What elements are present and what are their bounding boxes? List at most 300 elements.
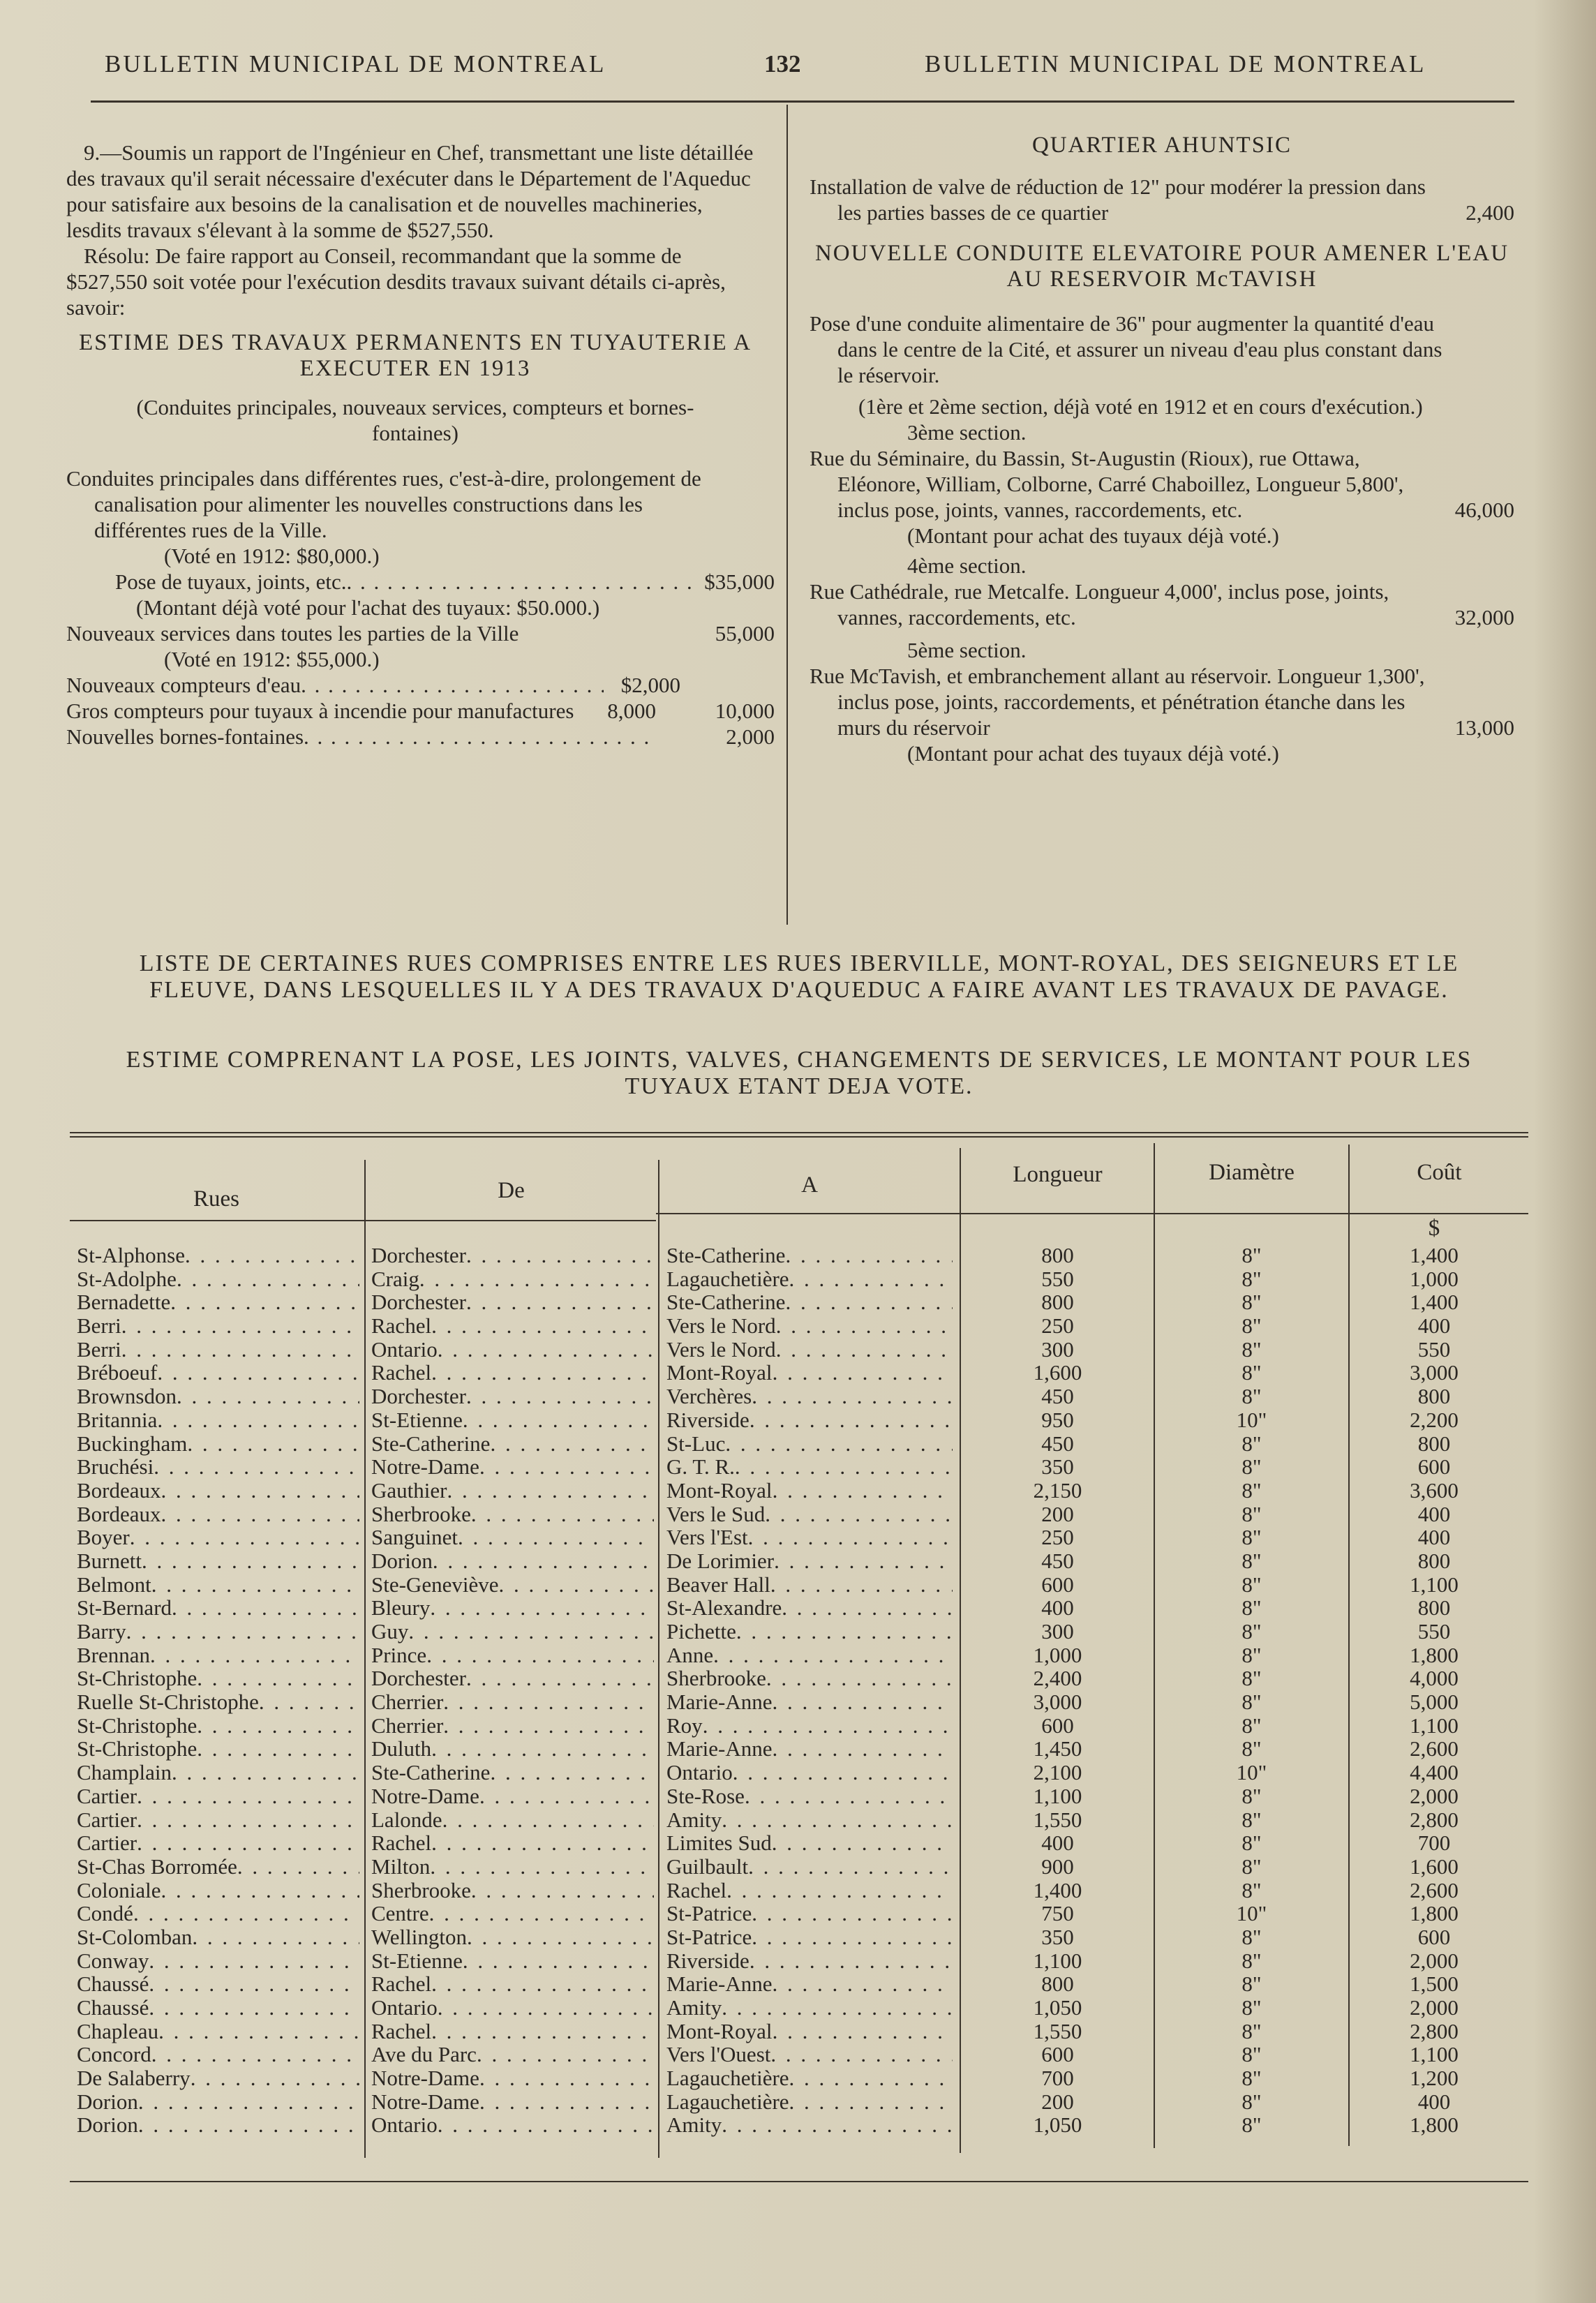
leader-dots [431,1361,654,1385]
cell-diametre: 8" [1241,1454,1262,1480]
leader-dots [177,1385,359,1408]
table-row [77,2090,359,2114]
leader-dots [773,1479,953,1503]
table-row [77,1290,359,1314]
column-divider-de [658,1160,659,2158]
cell-rue: Brownsdon [77,1384,177,1409]
leader-dots [748,1855,953,1879]
table-row [1350,2090,1518,2114]
cell-diametre: 8" [1241,1736,1262,1761]
table-row [371,1690,654,1714]
leader-dots [151,2043,359,2066]
table-row [1350,1690,1518,1714]
section-heading-estimate: ESTIME DES TRAVAUX PERMANENTS EN TUYAUTERIE A EXECUTER EN 1913 [79,330,752,381]
cell-diametre: 8" [1241,1877,1262,1902]
cell-rue: Condé [77,1901,133,1926]
table-row [371,1761,654,1784]
leader-dots [126,1620,359,1644]
leader-dots [774,1549,953,1573]
table-row [77,1902,359,1925]
cell-longueur: 900 [1041,1854,1074,1879]
leader-dots [776,1338,953,1362]
cell-rue: Cartier [77,1831,137,1856]
item-water-meters [66,672,680,698]
leader-dots [149,1949,359,1973]
cell-a: Anne [666,1642,714,1667]
table-row [1350,1385,1518,1408]
cell-diametre: 8" [1241,1595,1262,1620]
leader-dots [466,1290,654,1314]
table-row [962,1902,1154,1925]
table-row [962,1244,1154,1267]
section-5 [810,663,1514,740]
table-row [77,1479,359,1503]
leader-dots [466,1667,654,1690]
table-row [962,1831,1154,1855]
leader-dots [782,1596,953,1620]
column-rues [77,1244,359,2137]
table-row [1155,1996,1348,2020]
table-row [1350,1596,1518,1620]
cell-a: Pichette [666,1619,736,1644]
table-row [1350,1314,1518,1338]
section-4-amount: 32,000 [1454,605,1514,629]
cell-longueur: 450 [1041,1384,1074,1409]
cell-cout: 2,600 [1410,1736,1459,1761]
cell-de: Ave du Parc [371,2042,477,2067]
leader-dots [301,672,604,698]
cell-a: Vers le Sud [666,1501,766,1526]
cell-longueur: 1,550 [1033,1807,1082,1832]
cell-longueur: 1,000 [1033,1642,1082,1667]
cell-rue: Champlain [77,1760,172,1785]
leader-dots [172,1761,359,1784]
table-row [666,1667,953,1690]
cell-de: Dorchester [371,1384,466,1409]
table-row [666,2020,953,2043]
cell-a: Roy [666,1713,703,1738]
table-row [1155,1644,1348,1667]
leader-dots [776,1314,953,1338]
cell-rue: Belmont [77,1572,151,1597]
cell-rue: Berri [77,1336,121,1362]
table-row [1155,1808,1348,1832]
cell-diametre: 8" [1241,1290,1262,1315]
column-header-longueur: Longueur [1013,1162,1103,1187]
cell-longueur: 200 [1041,2089,1074,2114]
cell-a: Beaver Hall [666,1572,770,1597]
table-row [77,2113,359,2137]
header-left-title: BULLETIN MUNICIPAL DE MONTREAL [105,50,606,77]
table-row [1155,1784,1348,1808]
item-pipe-laying-note: (Montant déjà voté pour l'achat des tuyaux: $50.000.) [136,595,600,620]
leader-dots [752,1925,953,1949]
cell-rue: Chapleau [77,2018,159,2043]
table-row [666,1972,953,1996]
cell-longueur: 800 [1041,1290,1074,1315]
cell-a: Mont-Royal [666,2018,773,2043]
table-row [962,1290,1154,1314]
leader-dots [130,1526,359,1549]
table-row [962,1479,1154,1503]
table-row [77,1573,359,1597]
table-row [666,1808,953,1832]
table-row [1155,1290,1348,1314]
cell-cout: 400 [1417,2089,1451,2114]
cell-a: Mont-Royal [666,1477,773,1503]
column-header-a: A [801,1172,818,1198]
leader-dots [431,1831,654,1855]
table-row [77,1972,359,1996]
leader-dots [770,2043,953,2066]
cell-de: Lalonde [371,1807,442,1832]
cell-diametre: 8" [1241,1266,1262,1291]
cell-a: St-Alexandre [666,1595,782,1620]
leader-dots [443,1714,654,1738]
item-pipe-laying [66,569,775,595]
leader-dots [789,2090,953,2114]
table-row [371,1290,654,1314]
table-row [962,1526,1154,1549]
cell-longueur: 1,600 [1033,1360,1082,1385]
cell-de: Dorchester [371,1290,466,1315]
leader-dots [161,1503,359,1526]
leader-dots [138,2113,359,2137]
table-row [666,1761,953,1784]
cell-de: Prince [371,1642,427,1667]
leader-dots [477,2043,654,2066]
cell-de: Cherrier [371,1690,444,1715]
cell-de: Dorchester [371,1666,466,1691]
leader-dots [121,1314,359,1338]
table-row [77,1503,359,1526]
estimate-heading: ESTIME COMPRENANT LA POSE, LES JOINTS, VALVES, CHANGEMENTS DE SERVICES, LE MONTANT POUR LES TUYAUX ETANT DEJA VOTE. [126,1047,1472,1099]
table-row [666,1503,953,1526]
item-pipe-laying-amount: $35,000 [704,569,775,594]
item-large-meters-amount-2: 10,000 [715,699,775,723]
right-column [810,133,1514,766]
leader-dots [770,1573,953,1597]
table-row [1155,1620,1348,1644]
cell-longueur: 1,100 [1033,1783,1082,1808]
cell-cout: 550 [1417,1619,1451,1644]
cell-longueur: 350 [1041,1454,1074,1480]
table-row [962,1338,1154,1362]
table-row [1350,1808,1518,1832]
cell-longueur: 450 [1041,1431,1074,1456]
table-row [1155,1432,1348,1456]
table-row [1350,1855,1518,1879]
cell-a: Ontario [666,1760,733,1785]
leader-dots [157,1361,359,1385]
table-row [666,1784,953,1808]
table-row [1155,1855,1348,1879]
cell-a: Amity [666,1995,722,2020]
table-row [1155,1596,1348,1620]
leader-dots [745,1784,953,1808]
item-hydrants [66,724,775,750]
cell-a: St-Patrice [666,1901,752,1926]
table-row [666,1714,953,1738]
cell-a: Ste-Catherine [666,1290,786,1315]
leader-dots [726,1879,953,1902]
column-header-cout: Coût [1417,1160,1462,1185]
cell-cout: 400 [1417,1525,1451,1550]
table-row [1350,2020,1518,2043]
leader-dots [785,1290,953,1314]
cell-longueur: 800 [1041,1972,1074,1997]
leader-dots [438,1996,654,2020]
cell-diametre: 8" [1241,1477,1262,1503]
section-3-note: (Montant pour achat des tuyaux déjà voté.) [907,523,1279,548]
cell-rue: St-Christophe [77,1713,197,1738]
table-row [77,1925,359,1949]
cell-cout: 2,800 [1410,2018,1459,2043]
table-row [77,1784,359,1808]
table-row [666,1855,953,1879]
leader-dots [161,1479,359,1503]
table-row [371,1338,654,1362]
cell-de: Ontario [371,1336,438,1362]
table-row [962,1432,1154,1456]
item-conduit-text: Pose d'une conduite alimentaire de 36" pour augmenter la quantité d'eau dans le centre de la Cité, et assurer un niveau d'eau plus constant dans le réservoir. [810,311,1442,387]
cell-a: Riverside [666,1407,749,1432]
cell-cout: 1,100 [1410,1713,1459,1738]
leader-dots [187,1432,359,1456]
table-row [1155,2043,1348,2066]
item-large-meters-amount-1: 8,000 [607,699,656,723]
leader-dots [154,1455,359,1479]
table-row [962,1879,1154,1902]
table-row [1350,1290,1518,1314]
cell-a: Riverside [666,1948,749,1973]
table-row [666,1432,953,1456]
cell-longueur: 550 [1041,1266,1074,1291]
leader-dots [346,569,698,595]
cell-de: Rachel [371,1360,432,1385]
section-3-amount: 46,000 [1454,498,1514,522]
cell-de: Rachel [371,1313,432,1339]
table-row [962,1408,1154,1432]
cell-rue: Cartier [77,1783,137,1808]
leader-dots [197,1737,359,1761]
cell-de: Sanguinet [371,1525,458,1550]
cell-longueur: 600 [1041,1572,1074,1597]
table-row [77,1267,359,1291]
leader-dots [479,2066,654,2090]
cell-cout: 1,800 [1410,1901,1459,1926]
cell-a: Marie-Anne [666,1690,773,1715]
item-main-conduits-note: (Voté en 1912: $80,000.) [164,544,380,568]
cell-diametre: 8" [1241,1995,1262,2020]
cell-longueur: 1,050 [1033,2112,1082,2138]
cell-de: Rachel [371,2018,432,2043]
cell-longueur: 700 [1041,2066,1074,2091]
cell-rue: Dorion [77,2112,138,2138]
cell-rue: St-Adolphe [77,1266,177,1291]
table-row [371,1996,654,2020]
cell-cout: 2,600 [1410,1877,1459,1902]
table-row [666,1902,953,1925]
table-row [77,1949,359,1973]
table-row [77,1644,359,1667]
cell-de: Craig [371,1266,419,1291]
cell-a: Vers l'Ouest [666,2042,771,2067]
table-row [77,1338,359,1362]
table-row [962,2066,1154,2090]
table-row [1350,1644,1518,1667]
cell-longueur: 300 [1041,1619,1074,1644]
table-row [77,1314,359,1338]
table-row [1350,1925,1518,1949]
section-5-text: Rue McTavish, et embranchement allant au réservoir. Longueur 1,300', inclus pose, joints, raccordements, et pénétration étanche dans les murs du réservoir [810,664,1425,740]
cell-longueur: 300 [1041,1336,1074,1362]
cell-longueur: 1,050 [1033,1995,1082,2020]
cell-longueur: 200 [1041,1501,1074,1526]
section-4 [810,579,1514,630]
table-top-rule [70,1132,1528,1133]
cell-diametre: 8" [1241,1831,1262,1856]
column-a [666,1244,953,2137]
table-row [666,1455,953,1479]
section-5-label: 5ème section. [907,638,1027,662]
cell-a: Vers le Nord [666,1336,776,1362]
section-5-note: (Montant pour achat des tuyaux déjà voté.) [907,741,1279,766]
table-row [962,1267,1154,1291]
cell-cout: 1,400 [1410,1243,1459,1267]
cell-longueur: 600 [1041,1713,1074,1738]
table-header-rule-left [70,1220,656,1221]
item-water-meters-text: Nouveaux compteurs d'eau [66,673,301,697]
cell-diametre: 8" [1241,1501,1262,1526]
cell-rue: Cartier [77,1807,137,1832]
paragraph-resolution: Résolu: De faire rapport au Conseil, recommandant que la somme de $527,550 soit votée pour l'exécution desdits travaux suivant détails ci-après, savoir: [66,244,726,320]
cell-rue: St-Colomban [77,1924,193,1949]
leader-dots [431,1972,654,1996]
cell-rue: St-Alphonse [77,1243,185,1267]
cell-de: Ontario [371,1995,438,2020]
cell-de: Gauthier [371,1477,447,1503]
cell-de: Wellington [371,1924,467,1949]
cell-de: Notre-Dame [371,2066,479,2091]
leader-dots [177,1267,359,1291]
leader-dots [142,1549,359,1573]
cell-cout: 550 [1417,1336,1451,1362]
cell-a: De Lorimier [666,1548,775,1573]
cell-rue: Brennan [77,1642,151,1667]
item-hydrants-text: Nouvelles bornes-fontaines [66,724,304,749]
cell-longueur: 800 [1041,1243,1074,1267]
table-top-rule-2 [70,1136,1528,1138]
table-row [1155,1361,1348,1385]
table-row [962,1596,1154,1620]
left-column [66,140,775,750]
table-row [371,1314,654,1338]
leader-dots [748,1526,953,1549]
cell-a: Sherbrooke [666,1666,766,1691]
cell-de: Sherbrooke [371,1501,471,1526]
cell-cout: 4,000 [1410,1666,1459,1691]
table-row [1350,1361,1518,1385]
cell-a: Mont-Royal [666,1360,773,1385]
leader-dots [149,1972,359,1996]
cell-longueur: 950 [1041,1407,1074,1432]
cell-cout: 2,800 [1410,1807,1459,1832]
cell-cout: 1,100 [1410,2042,1459,2067]
cell-diametre: 8" [1241,1972,1262,1997]
table-row [1350,1737,1518,1761]
item-hydrants-amount: 2,000 [726,724,775,749]
cell-a: St-Luc [666,1431,726,1456]
table-row [1350,1408,1518,1432]
table-row [77,1831,359,1855]
leader-dots [467,1925,654,1949]
leader-dots [419,1267,654,1291]
table-row [666,2113,953,2137]
leader-dots [789,2066,953,2090]
column-header-rues: Rues [193,1186,239,1212]
table-row [371,1925,654,1949]
cell-cout: 2,200 [1410,1407,1459,1432]
cell-diametre: 8" [1241,1384,1262,1409]
column-de [371,1244,654,2137]
cell-rue: Chaussé [77,1995,149,2020]
table-row [371,1784,654,1808]
item-valve-amount: 2,400 [1466,200,1514,225]
cell-cout: 400 [1417,1313,1451,1339]
cell-longueur: 2,100 [1033,1760,1082,1785]
table-row [666,1644,953,1667]
table-row [962,1455,1154,1479]
leader-dots [765,1503,953,1526]
item-valve-text: Installation de valve de réduction de 12" pour modérer la pression dans les parties basses de ce quartier [810,174,1426,225]
cell-rue: Barry [77,1619,126,1644]
cell-diametre: 8" [1241,1948,1262,1973]
table-row [1350,1784,1518,1808]
table-row [1155,1573,1348,1597]
cell-cout: 1,600 [1410,1854,1459,1879]
cell-a: Rachel [666,1877,727,1902]
leader-dots [197,1667,359,1690]
table-row [371,1644,654,1667]
cell-de: St-Etienne [371,1407,463,1432]
table-row [1155,1690,1348,1714]
cell-diametre: 10" [1236,1901,1267,1926]
table-row [371,1408,654,1432]
table-row [1155,2066,1348,2090]
table-row [371,1526,654,1549]
table-row [371,1549,654,1573]
cell-rue: Buckingham [77,1431,188,1456]
cell-a: Ste-Rose [666,1783,745,1808]
item-new-services-note: (Voté en 1912: $55,000.) [164,647,380,671]
cell-diametre: 10" [1236,1760,1267,1785]
table-row [666,1526,953,1549]
table-row [666,2066,953,2090]
cell-a: Ste-Catherine [666,1243,786,1267]
table-row [1155,1314,1348,1338]
cell-a: Amity [666,2112,722,2138]
cell-rue: Chaussé [77,1972,149,1997]
table-bottom-rule [70,2181,1528,2182]
table-row [371,1714,654,1738]
cell-longueur: 250 [1041,1525,1074,1550]
cell-de: Duluth [371,1736,432,1761]
leader-dots [736,1620,953,1644]
table-row [666,1831,953,1855]
cell-de: Sherbrooke [371,1877,471,1902]
table-row [1350,1714,1518,1738]
